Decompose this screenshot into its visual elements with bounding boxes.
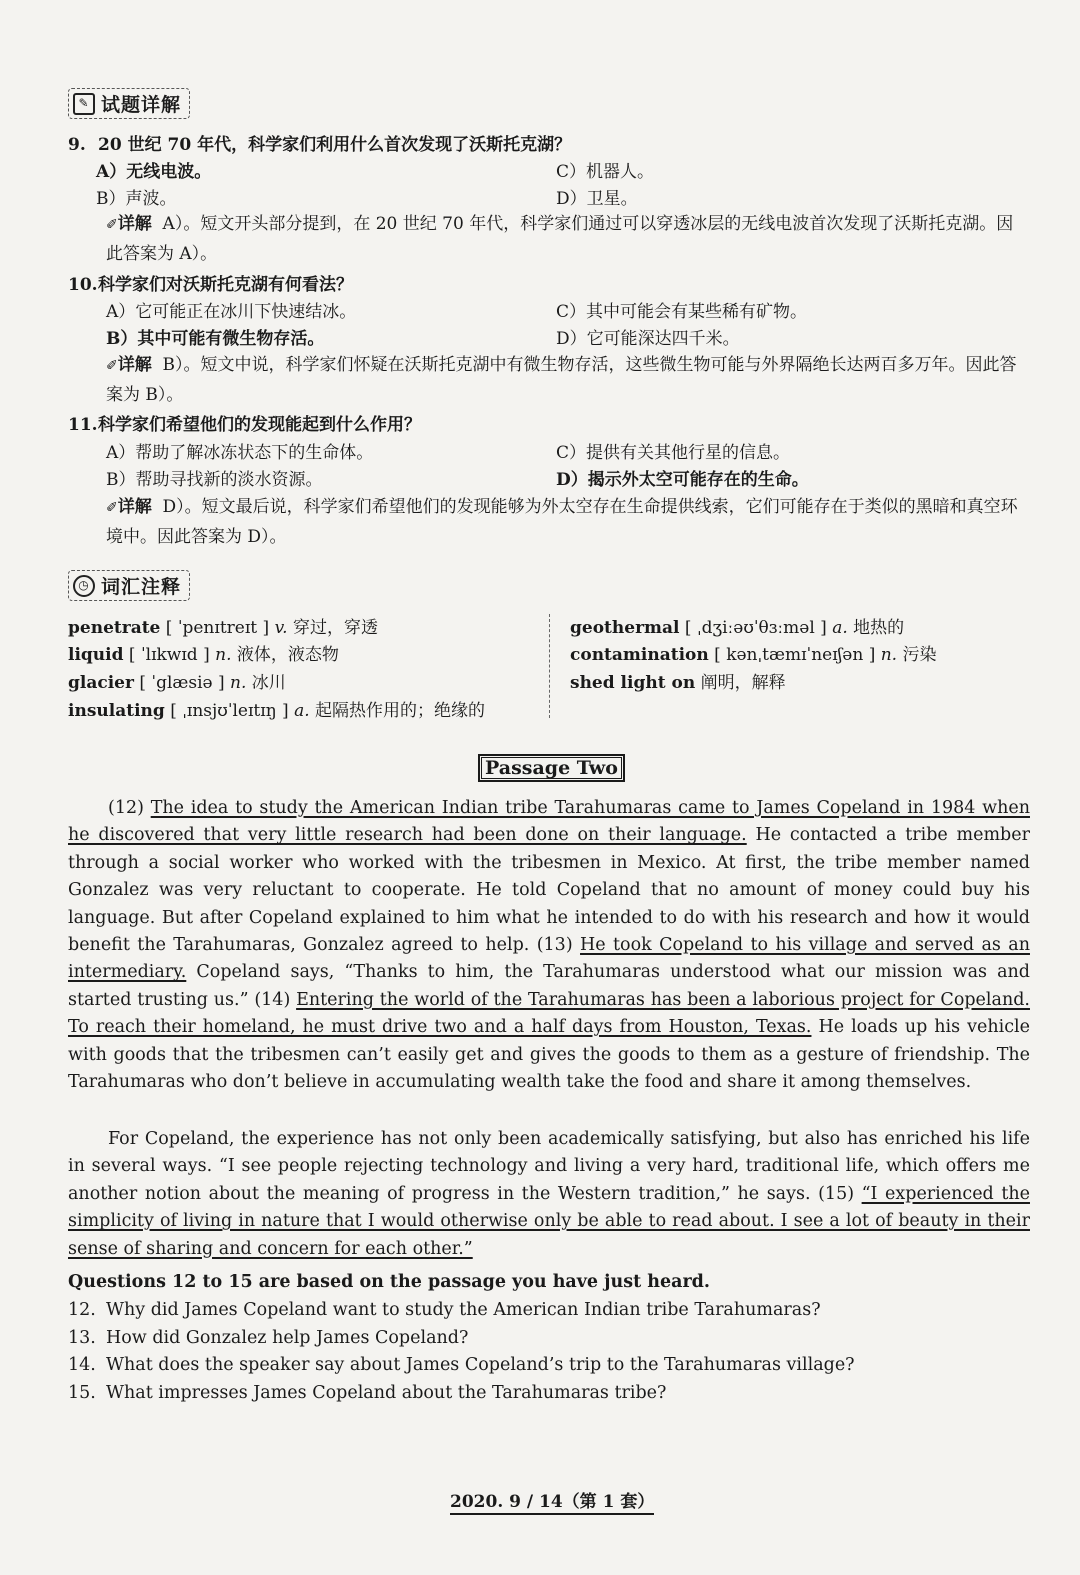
question-9: 9. 20 世纪 70 年代，科学家们利用什么首次发现了沃斯托克湖？ bbox=[68, 135, 572, 155]
q9-explanation: ✐详解 A）。短文开头部分提到，在 20 世纪 70 年代，科学家们通过可以穿透冰层的无线电波首次发现了沃斯托克湖。因此答案为 A）。 bbox=[106, 214, 1014, 264]
question-15: 15. What impresses James Copeland about the Tarahumaras tribe? bbox=[68, 1383, 667, 1403]
details-section-heading bbox=[68, 88, 190, 119]
questions-heading: Questions 12 to 15 are based on the passage you have just heard. bbox=[68, 1272, 710, 1292]
passage-title: Passage Two bbox=[478, 754, 625, 782]
q9-option-a: A）无线电波。 bbox=[96, 162, 212, 182]
vocab-entry: contamination [ kənˌtæmɪˈneɪʃən ] n. 污染 bbox=[570, 645, 937, 665]
details-section-title: 试题详解 bbox=[101, 94, 182, 116]
passage-paragraph-2: For Copeland, the experience has not only been academically satisfying, but also has enriched his life in several ways. “I see people rejecting technology and living a very hard, traditional life, which offers me another notion about the meaning of progress in the Western tradition,” he says. (15) “I experienced the simplicity of living in nature that I would otherwise only be able to read about. I see a lot of beauty in their sense of sharing and concern for each other.” bbox=[68, 1129, 1030, 1259]
question-11: 11.科学家们希望他们的发现能起到什么作用？ bbox=[68, 415, 421, 435]
vocab-entry: insulating [ ˌɪnsjʊˈleɪtɪŋ ] a. 起隔热作用的；绝缘的 bbox=[68, 701, 486, 721]
q9-option-b: B）声波。 bbox=[96, 189, 177, 209]
pencil-icon: ✐ bbox=[106, 217, 118, 233]
vocab-entry: liquid [ ˈlɪkwɪd ] n. 液体，液态物 bbox=[68, 645, 339, 665]
question-12: 12. Why did James Copeland want to study the American Indian tribe Tarahumaras? bbox=[68, 1300, 821, 1320]
vocab-entry: penetrate [ ˈpenɪtreɪt ] v. 穿过，穿透 bbox=[68, 618, 378, 638]
q10-option-b: B）其中可能有微生物存活。 bbox=[106, 329, 325, 349]
vocab-divider bbox=[549, 614, 550, 718]
q10-option-d: D）它可能深达四千米。 bbox=[556, 329, 740, 349]
vocab-section-title: 词汇注释 bbox=[101, 576, 182, 598]
q11-option-a: A）帮助了解冰冻状态下的生命体。 bbox=[106, 443, 374, 463]
question-10: 10.科学家们对沃斯托克湖有何看法？ bbox=[68, 275, 353, 295]
clock-icon: ◷ bbox=[73, 575, 95, 597]
q11-explanation: ✐详解 D）。短文最后说，科学家们希望他们的发现能够为外太空存在生命提供线索，它们可能存在于类似的黑暗和真空环境中。因此答案为 D）。 bbox=[106, 497, 1018, 547]
pen-icon: ✎ bbox=[73, 93, 95, 115]
question-14: 14. What does the speaker say about James Copeland’s trip to the Tarahumaras village? bbox=[68, 1355, 855, 1375]
pencil-icon: ✐ bbox=[106, 358, 118, 374]
q9-option-c: C）机器人。 bbox=[556, 162, 655, 182]
q10-option-c: C）其中可能会有某些稀有矿物。 bbox=[556, 302, 808, 322]
vocab-entry: geothermal [ ˌdʒiːəʊˈθɜːməl ] a. 地热的 bbox=[570, 618, 905, 638]
q10-option-a: A）它可能正在冰川下快速结冰。 bbox=[106, 302, 357, 322]
vocab-entry: glacier [ ˈglæsiə ] n. 冰川 bbox=[68, 673, 286, 693]
q11-option-c: C）提供有关其他行星的信息。 bbox=[556, 443, 791, 463]
q10-explanation: ✐详解 B）。短文中说，科学家们怀疑在沃斯托克湖中有微生物存活，这些微生物可能与外界隔绝长达两百多万年。因此答案为 B）。 bbox=[106, 355, 1017, 405]
q11-option-b: B）帮助寻找新的淡水资源。 bbox=[106, 470, 323, 490]
passage-paragraph-1: (12) The idea to study the American Indian tribe Tarahumaras came to James Copeland in 1984 when he discovered that very little research had been done on their language. He contacted a tribe member through a social worker who worked with the tribesmen in Mexico. At first, the tribe member named Gonzalez was very reluctant to cooperate. He told Copeland that no amount of money could buy his language. But after Copeland explained to him what he intended to do with his research and how it would benefit the Tarahumaras, Gonzalez agreed to help. (13) He took Copeland to his village and served as an intermediary. Copeland says, “Thanks to him, the Tarahumaras understood what our mission was and started trusting us.” (14) Entering the world of the Tarahumaras has been a laborious project for Copeland. To reach their homeland, he must drive two and a half days from Houston, Texas. He loads up his vehicle with goods that the tribesmen can’t easily get and gives the goods to them as a gesture of friendship. The Tarahumaras who don’t believe in accumulating wealth take the food and share it among themselves. bbox=[68, 798, 1030, 1093]
pencil-icon: ✐ bbox=[106, 500, 118, 516]
vocab-entry: shed light on 阐明，解释 bbox=[570, 673, 786, 693]
q9-option-d: D）卫星。 bbox=[556, 189, 638, 209]
page-footer: 2020. 9 / 14（第 1 套） bbox=[450, 1487, 654, 1515]
vocab-section-heading bbox=[68, 570, 190, 601]
question-13: 13. How did Gonzalez help James Copeland? bbox=[68, 1328, 469, 1348]
q11-option-d: D）揭示外太空可能存在的生命。 bbox=[556, 470, 809, 490]
